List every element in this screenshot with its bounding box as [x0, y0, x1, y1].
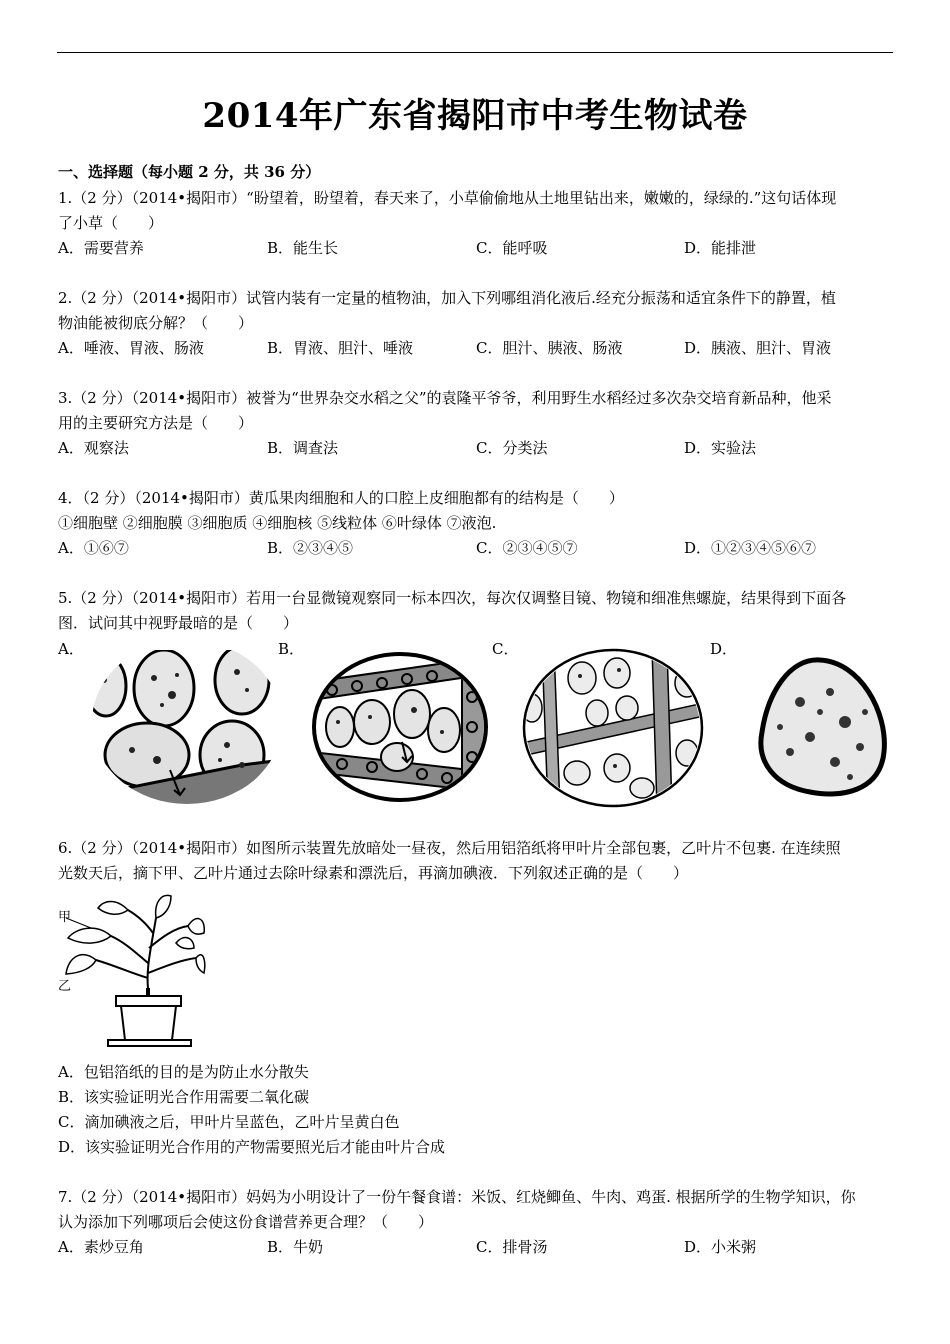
header-rule — [57, 52, 893, 53]
micrograph-b — [312, 652, 488, 802]
q2-option-d: D．胰液、胆汁、胃液 — [684, 339, 832, 357]
q4-option-a: A．①⑥⑦ — [58, 539, 129, 557]
q2-option-c: C．胆汁、胰液、肠液 — [476, 339, 623, 357]
q3-option-a: A．观察法 — [58, 439, 129, 457]
micrograph-c — [522, 648, 704, 808]
q5-stem-line2: 图．试问其中视野最暗的是（ ） — [58, 614, 299, 632]
q7-option-d: D．小米粥 — [684, 1238, 757, 1256]
q4-option-d: D．①②③④⑤⑥⑦ — [684, 539, 817, 557]
q7-stem-line1: 7.（2 分）（2014•揭阳市）妈妈为小明设计了一份午餐食谱：米饭、红烧鲫鱼、牛肉、鸡蛋. 根据所学的生物学知识，你 — [58, 1188, 856, 1206]
q5-option-b: B． — [278, 640, 305, 658]
q7-stem-line2: 认为添加下列哪项后会使这份食谱营养更合理？（ ） — [58, 1213, 434, 1231]
q1-option-c: C．能呼吸 — [476, 239, 548, 257]
q4-option-b: B．②③④⑤ — [267, 539, 354, 557]
plant-figure — [56, 888, 206, 1053]
q2-option-a: A．唾液、胃液、肠液 — [58, 339, 204, 357]
q1-option-d: D．能排泄 — [684, 239, 757, 257]
q7-option-b: B．牛奶 — [267, 1238, 324, 1256]
q2-stem-line2: 物油能被彻底分解？（ ） — [58, 314, 254, 332]
q2-option-b: B．胃液、胆汁、唾液 — [267, 339, 414, 357]
q4-option-c: C．②③④⑤⑦ — [476, 539, 578, 557]
q1-option-a: A．需要营养 — [58, 239, 144, 257]
q7-option-c: C．排骨汤 — [476, 1238, 548, 1256]
q3-option-b: B．调查法 — [267, 439, 339, 457]
q1-stem-line1: 1.（2 分）（2014•揭阳市）“盼望着，盼望着，春天来了，小草偷偷地从土地里钻出来，嫩嫩的，绿绿的.”这句话体现 — [58, 189, 837, 207]
q6-option-c: C．滴加碘液之后，甲叶片呈蓝色，乙叶片呈黄白色 — [58, 1113, 400, 1131]
q7-options — [58, 1235, 898, 1259]
q6-stem-line2: 光数天后，摘下甲、乙叶片通过去除叶绿素和漂洗后，再滴加碘液．下列叙述正确的是（ ） — [58, 864, 689, 882]
q1-options — [58, 236, 898, 260]
q3-stem-line2: 用的主要研究方法是（ ） — [58, 414, 254, 432]
q2-stem-line1: 2.（2 分）（2014•揭阳市）试管内装有一定量的植物油，加入下列哪组消化液后.经充分振荡和适宜条件下的静置，植 — [58, 289, 836, 307]
q7-option-a: A．素炒豆角 — [58, 1238, 144, 1256]
page-title: 2014年广东省揭阳市中考生物试卷 — [202, 96, 748, 136]
q5-stem-line1: 5.（2 分）（2014•揭阳市）若用一台显微镜观察同一标本四次，每次仅调整目镜、物镜和细准焦螺旋，结果得到下面各 — [58, 589, 847, 607]
q5-option-d: D． — [710, 640, 738, 658]
q6-option-b: B．该实验证明光合作用需要二氧化碳 — [58, 1088, 310, 1106]
q5-option-c: C． — [492, 640, 519, 658]
q3-options — [58, 436, 898, 460]
q4-stem-line1: 4．（2 分）（2014•揭阳市）黄瓜果肉细胞和人的口腔上皮细胞都有的结构是（ ） — [58, 489, 624, 507]
q5-option-a: A． — [58, 640, 84, 658]
section-heading: 一、选择题（每小题 2 分，共 36 分） — [58, 163, 321, 181]
plant-label-jia: 甲 — [58, 910, 72, 925]
q3-stem-line1: 3.（2 分）（2014•揭阳市）被誉为“世界杂交水稻之父”的袁隆平爷爷，利用野生水稻经过多次杂交培育新品种，他采 — [58, 389, 832, 407]
q1-stem-line2: 了小草（ ） — [58, 214, 164, 232]
q6-option-d: D．该实验证明光合作用的产物需要照光后才能由叶片合成 — [58, 1138, 446, 1156]
micrograph-d — [750, 652, 892, 804]
plant-label-yi: 乙 — [58, 979, 72, 994]
q3-option-c: C．分类法 — [476, 439, 548, 457]
q6-stem-line1: 6.（2 分）（2014•揭阳市）如图所示装置先放暗处一昼夜，然后用铝箔纸将甲叶片全部包裹，乙叶片不包裹. 在连续照 — [58, 839, 841, 857]
q2-options — [58, 336, 898, 360]
micrograph-a — [92, 650, 282, 805]
q6-option-a: A．包铝箔纸的目的是为防止水分散失 — [58, 1063, 309, 1081]
q4-stem-line2: ①细胞壁 ②细胞膜 ③细胞质 ④细胞核 ⑤线粒体 ⑥叶绿体 ⑦液泡. — [58, 514, 497, 532]
q1-option-b: B．能生长 — [267, 239, 339, 257]
q4-options — [58, 536, 898, 560]
q3-option-d: D．实验法 — [684, 439, 757, 457]
